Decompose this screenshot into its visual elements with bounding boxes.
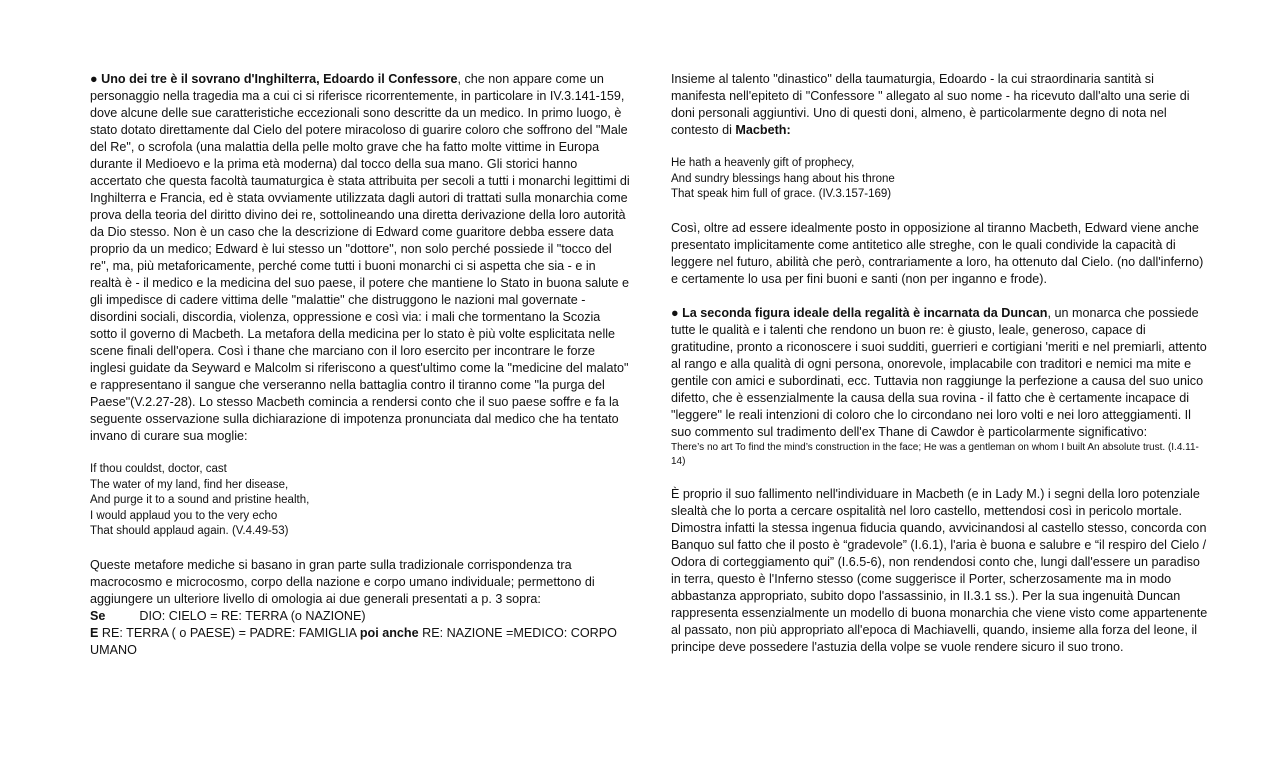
duncan-heading: ● La seconda figura ideale della regalità è incarnata da Duncan (671, 305, 1048, 320)
edoardo-heading: ● Uno dei tre è il sovrano d'Inghilterra, Edoardo il Confessore (90, 72, 458, 86)
left-column (90, 71, 630, 659)
right-column (671, 71, 1211, 656)
equation-label: Se (90, 608, 106, 623)
quote-line: The water of my land, find her disease, (90, 478, 289, 491)
gifts-paragraph (671, 71, 1211, 139)
failure-paragraph: È proprio il suo fallimento nell'individuare in Macbeth (e in Lady M.) i segni della loro potenziale slealtà che lo porta a cercare ospitalità nel loro castello, mettendosi così in pericolo mortale. Dimostra infatti la stessa ingenua fiducia quando, avvicinandosi al castello stesso, concorda con Banquo sul fatto che il posto è “gradevole” (I.6.1), l'aria è buona e salubre e “il respiro del Cielo / Odora di corteggiamento qui” (I.6.5-6), non rendendosi conto che, lungi dall'essere un paradiso in terra, questo è l'Inferno stesso (come suggerisce il Porter, scherzosamente ma in modo abbastanza appropriato, subito dopo l'assassinio, in II.3.1 ss.). Per la sua ingenuità Duncan rappresenta essenzialmente un modello di buona monarchia che viene visto come appartenente al passato, non più appropriato all'epoca di Machiavelli, quando, insieme alla forza del leone, il principe deve possedere l'astuzia della volpe se vuole rendere sicuro il suo trono. (671, 486, 1208, 654)
homology-equation-1 (90, 608, 630, 625)
equation-label: E (90, 625, 99, 640)
edoardo-text: , che non appare come un personaggio nella tragedia ma a cui ci si riferisce ricorrentemente, in particolare in IV.3.141-159, dove alcune delle sue caratteristiche eccezionali sono descritte da un medico. In primo luogo, è stato dotato direttamente dal Cielo del potere miracoloso di guarire coloro che soffrono del "Male del Re", o scrofola (una malattia della pelle molto grave che ha fatto molte vittime in Europa durante il Medioevo e la prima età moderna) dal tocco della sua mano. Gli storici hanno accertato che questa facoltà taumaturgica è stata attribuita per secoli a tutti i monarchi legittimi di Inghilterra e Francia, ed è stata ovviamente utilizzata dagli autori di trattati sulla monarchia come prova della teoria del diritto divino dei re, sottolineando una diretta derivazione della loro autorità da Dio stesso. Non è un caso che la descrizione di Edward come guaritore debba essere data proprio da un medico; Edward è lui stesso un "dottore", non solo perché possiede il "tocco del re", ma, più metaforicamente, perché come tutti i buoni monarchi ci si aspetta che sia - e in realtà è - il medico e la medicina del suo paese, il potere che mantiene lo Stato in buona salute e gli impedisce di cadere vittima delle "malattie" che distruggono le nazioni mal governate - disordini sociali, discordia, violenza, oppressione e così via: i mali che tormentano la Scozia sotto il governo di Macbeth. La metafora della medicina per lo stato è più volte esplicitata nelle scene finali dell'opera. Così i thane che marciano con il loro esercito per incontrare le forze inglesi guidate da Seyward e Malcolm si riferiscono a quest'ultimo come la "medicine del malato" e rappresentano il sangue che verseranno nella battaglia contro il tiranno come "la purga del Paese"(V.2.27-28). Lo stesso Macbeth comincia a rendersi conto che il suo paese soffre e fa la seguente osservazione sulla dichiarazione di impotenza pronunciata dal medico che ha tentato invano di curare sua moglie: (90, 72, 630, 443)
quote-line: That should applaud again. (V.4.49-53) (90, 525, 289, 537)
equation-connector: poi anche (359, 625, 419, 640)
equation-text: RE: NAZIONE =MEDICO: CORPO UMANO (90, 625, 617, 657)
witches-paragraph: Così, oltre ad essere idealmente posto in opposizione al tiranno Macbeth, Edward viene anche presentato implicitamente come antitetico alle streghe, con le quali condivide la capacità di leggere nel futuro, abilità che però, contrariamente a loro, ha ottenuto dal Cielo. (no dall'inferno) e certamente lo usa per fini buoni e santi (non per inganno e frode). (671, 220, 1204, 286)
macbeth-quote (90, 462, 630, 540)
quote-line: And sundry blessings hang about his throne (671, 172, 895, 185)
duncan-text: , un monarca che possiede tutte le qualità e i talenti che rendono un buon re: è giusto, leale, generoso, capace di gratitudine, pronto a riconoscere i suoi sudditi, guerrieri e cortigiani 'meriti e nel premiarli, attento al rango e alla qualità di ogni persona, onorevole, implacabile con traditori e nemici ma mite e gentile con amici e subordinati, ecc. Tuttavia non raggiunge la perfezione a causa del suo unico difetto, che è essenzialmente la causa della sua rovina - il fatto che è certamente incapace di "leggere" le reali intenzioni di coloro che lo circondano nei loro volti e nei loro atteggiamenti. Il suo commento sul tradimento dell'ex Thane di Cawdor è particolarmente significativo: (671, 305, 1207, 439)
duncan-paragraph (671, 305, 1211, 441)
equation-text: DIO: CIELO = RE: TERRA (o NAZIONE) (139, 608, 366, 623)
quote-line: He hath a heavenly gift of prophecy, (671, 157, 855, 169)
quote-line: I would applaud you to the very echo (90, 509, 278, 522)
quote-line: That speak him full of grace. (IV.3.157-169) (671, 188, 892, 200)
metaphor-paragraph: Queste metafore mediche si basano in gran parte sulla tradizionale corrispondenza tra macrocosmo e microcosmo, corpo della nazione e corpo umano individuale; permettono di aggiungere un ulteriore livello di omologia ai due generali presentati a p. 3 sopra: (90, 557, 595, 606)
quote-line: And purge it to a sound and pristine health, (90, 494, 310, 506)
prophecy-quote (671, 156, 1211, 203)
edoardo-paragraph (90, 71, 630, 445)
gifts-text: Insieme al talento "dinastico" della taumaturgia, Edoardo - la cui straordinaria santità si manifesta nell'epiteto di "Confessore " allegato al suo nome - ha ricevuto dall'alto una serie di doni personali aggiuntivi. Uno di questi doni, almeno, è particolarmente degno di nota nel contesto di (671, 72, 1190, 137)
quote-line: If thou couldst, doctor, cast (90, 463, 227, 475)
equation-text: RE: TERRA ( o PAESE) = PADRE: FAMIGLIA (98, 625, 360, 640)
homology-equation-2 (90, 625, 630, 659)
macbeth-title: Macbeth: (735, 123, 791, 137)
cawdor-quote: There’s no art To find the mind’s construction in the face; He was a gentleman on whom I built An absolute trust. (I.4.11-14) (671, 441, 1199, 467)
